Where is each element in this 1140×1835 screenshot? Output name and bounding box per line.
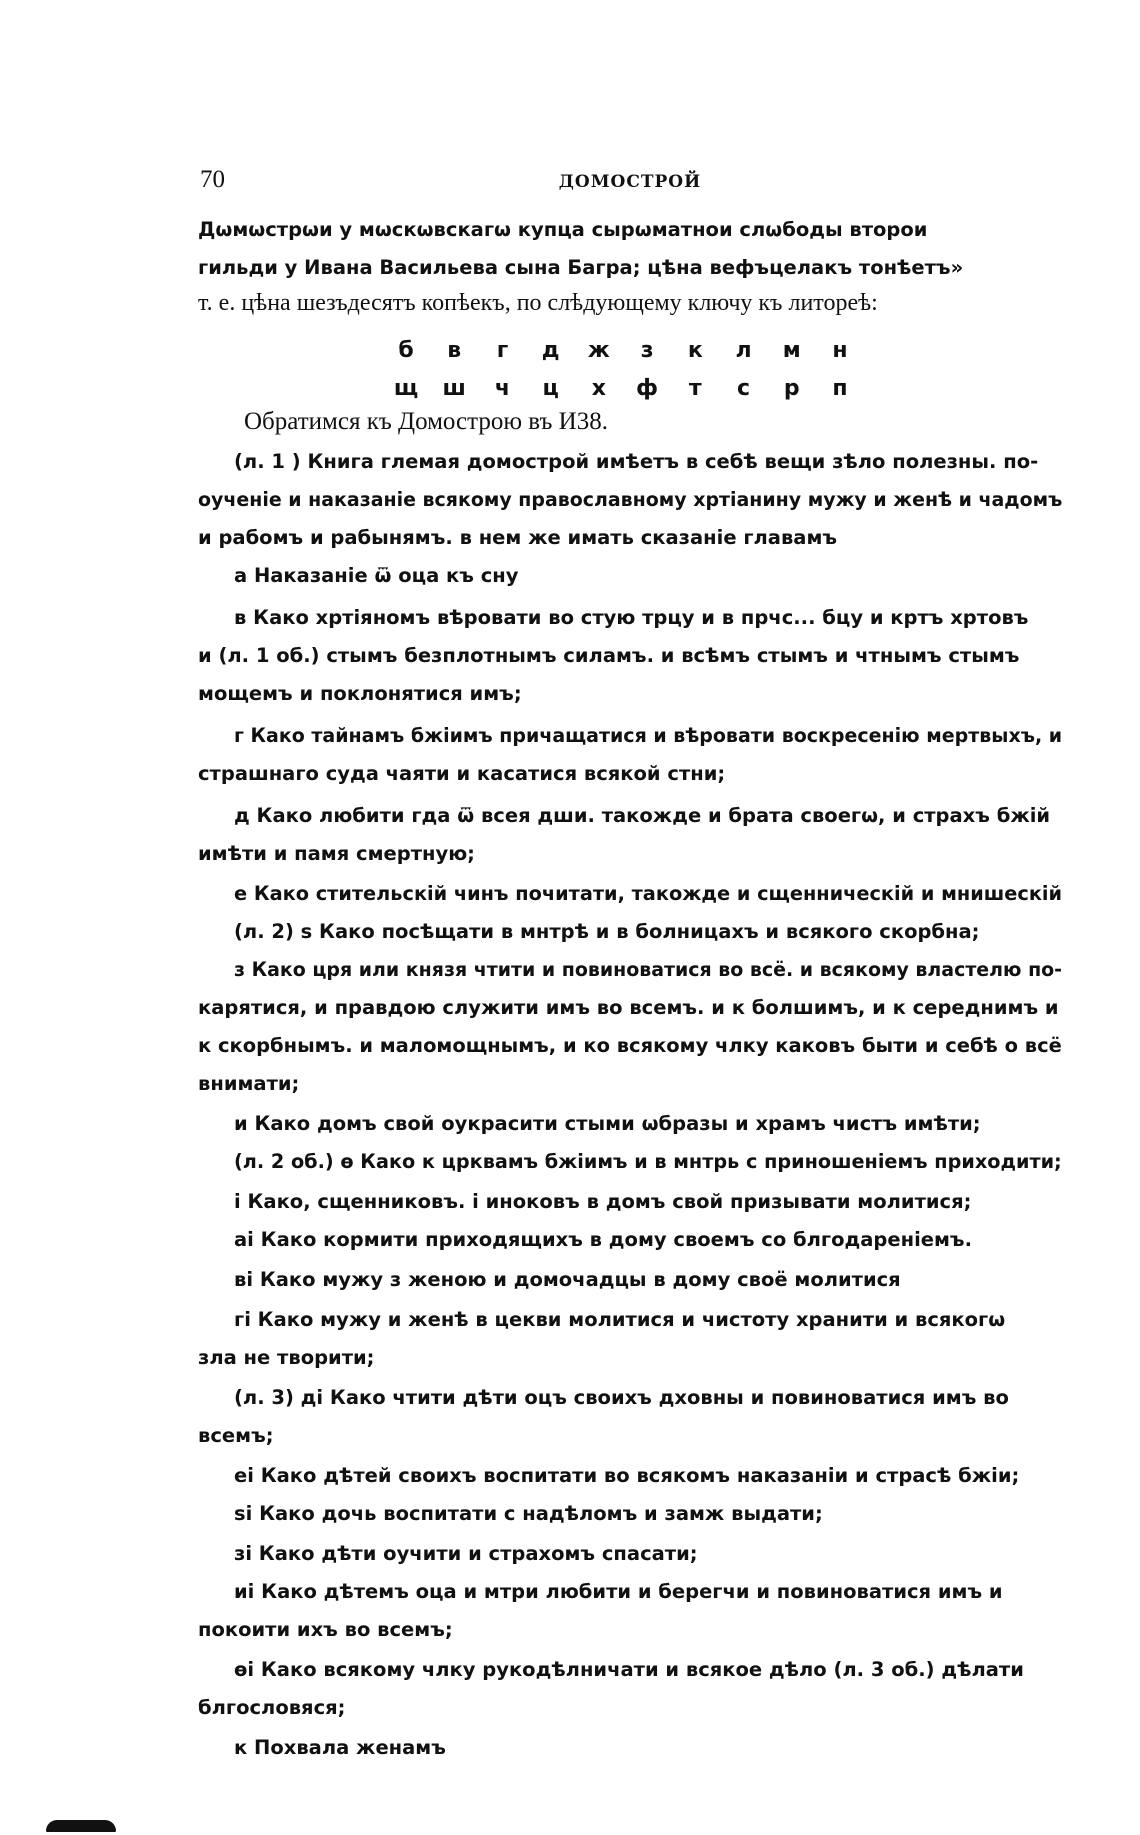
contents-line: гі Како мужу и женѣ в цекви молитися и чистоту хранити и всякогѡ	[234, 1308, 1006, 1331]
contents-line: блгословяся;	[198, 1696, 346, 1719]
page-header	[200, 166, 1060, 200]
contents-line: (л. 2 об.) ѳ Како к црквамъ бжіимъ и в мнтрь с приношеніемъ приходити;	[234, 1150, 1062, 1173]
cipher-letter: ж	[587, 338, 610, 363]
cipher-letter: х	[591, 376, 606, 401]
contents-line: оученіе и наказаніе всякому православному хртіанину мужу и женѣ и чадомъ	[198, 488, 1063, 511]
contents-line: ѕі Како дочь воспитати с надѣломъ и замж выдати;	[234, 1502, 823, 1525]
contents-line: і Како, сщенниковъ. і иноковъ в домъ свой призывати молитися;	[234, 1190, 972, 1213]
contents-line: к скорбнымъ. и маломощнымъ, и ко всякому члку каковъ быти и себѣ о всё	[198, 1034, 1062, 1057]
contents-line: в Како хртіяномъ вѣровати во стую трцу и в прчс... бцу и кртъ хртовъ	[234, 606, 1029, 629]
cipher-letter: м	[782, 338, 801, 363]
cipher-row-top	[393, 338, 853, 363]
contents-line: ѳі Како всякому члку рукодѣлничати и всякое дѣло (л. 3 об.) дѣлати	[234, 1658, 1024, 1681]
cipher-letter: н	[832, 338, 848, 363]
cipher-letter: ф	[636, 376, 658, 401]
contents-line: всемъ;	[198, 1424, 274, 1447]
cipher-letter: ч	[494, 376, 510, 401]
contents-line: имѣти и памя смертную;	[198, 842, 475, 865]
cipher-letter: л	[735, 338, 752, 363]
contents-line: к Похвала женамъ	[234, 1736, 446, 1759]
cipher-letter: ц	[542, 376, 559, 401]
contents-line: и (л. 1 об.) стымъ безплотнымъ силамъ. и всѣмъ стымъ и чтнымъ стымъ	[198, 644, 1020, 667]
cipher-letter: з	[640, 338, 654, 363]
contents-line: страшнаго суда чаяти и касатися всякой стни;	[198, 762, 726, 785]
cipher-letter: к	[687, 338, 703, 363]
contents-line: внимати;	[198, 1072, 300, 1095]
cipher-letter: г	[496, 338, 509, 363]
ink-blot	[46, 1820, 116, 1832]
cipher-letter: д	[541, 338, 560, 363]
cipher-letter: щ	[393, 376, 419, 401]
contents-line: зла не творити;	[198, 1346, 375, 1369]
intro-line: гильди у Ивана Васильева сына Багра; цѣна вефъцелакъ тонѣетъ»	[198, 256, 964, 279]
cipher-letter: б	[398, 338, 414, 363]
contents-line: (л. 3) ді Како чтити дѣти оцъ своихъ дховны и повиноватися имъ во	[234, 1386, 1009, 1409]
contents-line: г Како тайнамъ бжіимъ причащатися и вѣровати воскресенію мертвыхъ, и	[234, 724, 1063, 747]
intro-line: Дѡмѡстрѡи у мѡскѡвскагѡ купца сырѡматнои слωбоды второи	[198, 218, 928, 241]
note-line: Обратимся къ Домострою въ И38.	[244, 408, 608, 435]
contents-line: ві Како мужу з женою и домочадцы в дому своё молитися	[234, 1268, 901, 1291]
cipher-letter: ш	[442, 376, 466, 401]
contents-line: мощемъ и поклонятися имъ;	[198, 682, 522, 705]
contents-line: и рабомъ и рабынямъ. в нем же имать сказаніе главамъ	[198, 526, 838, 549]
contents-line: д Како любити гда ѿ всея дши. такожде и брата своегѡ, и страхъ бжій	[234, 804, 1051, 827]
contents-line: е Како стительскій чинъ почитати, такожде и сщенническій и мнишескій	[234, 882, 1063, 905]
contents-line: з Како цря или князя чтити и повиноватися во всё. и всякому властелю по-	[234, 958, 1063, 981]
cipher-row-bottom	[393, 376, 853, 401]
cipher-letter: с	[737, 376, 751, 401]
contents-line: (л. 2) ѕ Како посѣщати в мнтрѣ и в болницахъ и всякого скорбна;	[234, 920, 980, 943]
page-number: 70	[200, 166, 225, 193]
cipher-letter: п	[832, 376, 848, 401]
contents-line: а Наказаніе ѿ оца къ сну	[234, 564, 519, 587]
contents-line: покоити ихъ во всемъ;	[198, 1618, 453, 1641]
contents-line: еі Како дѣтей своихъ воспитати во всякомъ наказаніи и страсѣ бжіи;	[234, 1464, 1020, 1487]
contents-line: иі Како дѣтемъ оца и мтри любити и берегчи и повиноватися имъ и	[234, 1580, 1003, 1603]
contents-line: зі Како дѣти оучити и страхомъ спасати;	[234, 1542, 698, 1565]
cipher-letter: р	[783, 376, 800, 401]
contents-line: карятися, и правдою служити имъ во всемъ. и к болшимъ, и к середнимъ и	[198, 996, 1059, 1019]
intro-line: т. е. цѣна шезъдесятъ копѣекъ, по слѣдующему ключу къ литореѣ:	[198, 290, 878, 316]
cipher-letter: в	[447, 338, 462, 363]
cipher-letter: т	[688, 376, 702, 401]
running-title: ДОМОСТРОЙ	[558, 172, 702, 192]
contents-line: аі Како кормити приходящихъ в дому своемъ со блгодареніемъ.	[234, 1228, 972, 1251]
contents-line: и Како домъ свой оукрасити стыми ѡбразы и храмъ чистъ имѣти;	[234, 1112, 981, 1135]
contents-line: (л. 1 ) Книга глемая домострой имѣетъ в себѣ вещи зѣло полезны. по-	[234, 450, 1039, 473]
